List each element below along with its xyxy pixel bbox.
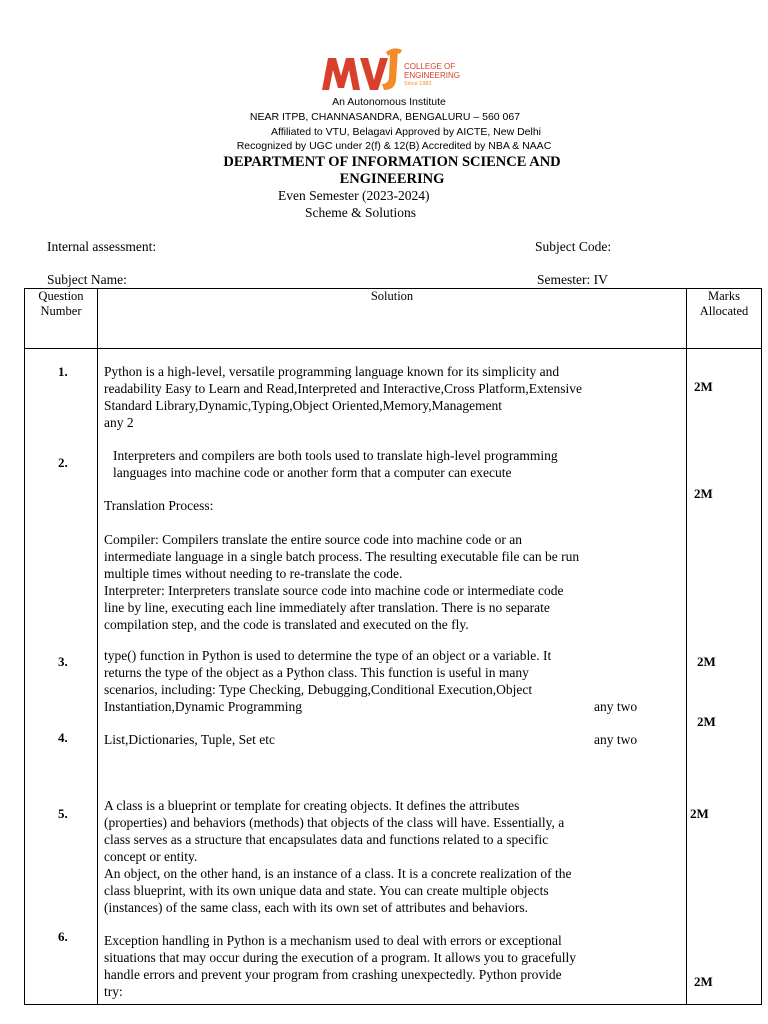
header-solution: Solution: [370, 289, 414, 303]
solution-2-line: Compiler: Compilers translate the entire source code into machine code or an: [104, 532, 522, 547]
solution-5-line: concept or entity.: [104, 849, 198, 864]
question-number-4: 4.: [58, 730, 68, 745]
solution-6-line: handle errors and prevent your program from crashing unexpectedly. Python provide: [104, 967, 562, 982]
solution-2-line: Interpreter: Interpreters translate source code into machine code or intermediate code: [104, 583, 564, 598]
marks-4: 2M: [697, 714, 716, 729]
solution-1-line: Python is a high-level, versatile programming language known for its simplicity and: [104, 364, 560, 379]
solution-3-line: type() function in Python is used to determine the type of an object or a variable. It: [104, 648, 552, 663]
solution-5-line: class serves as a structure that encapsulates data and functions related to a specific: [104, 832, 549, 847]
question-number-5: 5.: [58, 806, 68, 821]
solution-3-note: any two: [594, 699, 638, 714]
solution-5-line: An object, on the other hand, is an instance of a class. It is a concrete realization of the: [104, 866, 572, 881]
internal-assessment-label: Internal assessment:: [47, 239, 157, 254]
solution-6-line: Exception handling in Python is a mechanism used to deal with errors or exceptional: [104, 933, 562, 948]
solution-5-line: A class is a blueprint or template for creating objects. It defines the attributes: [104, 798, 520, 813]
solution-2-line: intermediate language in a single batch process. The resulting executable file can be run: [104, 549, 580, 564]
solution-2-intro: [113, 447, 673, 481]
solution-2-line: line by line, executing each line immediately after translation. There is no separate: [104, 600, 550, 615]
solution-2-line: Interpreters and compilers are both tools used to translate high-level programming: [113, 448, 558, 463]
header-marks-line2: Allocated: [699, 304, 749, 318]
solution-5-line: class blueprint, with its own unique data and state. You can create multiple objects: [104, 883, 549, 898]
semester-label: Semester: IV: [537, 272, 608, 287]
marks-2: 2M: [694, 486, 713, 501]
question-number-3: 3.: [58, 654, 68, 669]
solution-6: [104, 932, 664, 1000]
marks-1: 2M: [694, 379, 713, 394]
logo-college-line1: COLLEGE OF: [404, 62, 456, 71]
semester-heading: Even Semester (2023-2024): [278, 188, 430, 203]
solution-4-line: List,Dictionaries, Tuple, Set etc: [104, 732, 275, 747]
solution-3: [104, 647, 664, 715]
subject-name-label: Subject Name:: [47, 272, 127, 287]
solution-3-line: returns the type of the object as a Python class. This function is useful in many: [104, 665, 529, 680]
solution-2-heading: Translation Process:: [104, 498, 214, 513]
solution-2-detail: [104, 531, 664, 633]
question-number-2: 2.: [58, 455, 68, 470]
scheme-heading: Scheme & Solutions: [305, 205, 416, 220]
solution-1-line: Standard Library,Dynamic,Typing,Object Oriented,Memory,Management: [104, 398, 503, 413]
solution-1-line: readability Easy to Learn and Read,Interpreted and Interactive,Cross Platform,Extensive: [104, 381, 582, 396]
solution-3-line: Instantiation,Dynamic Programming: [104, 699, 302, 714]
marks-3: 2M: [697, 654, 716, 669]
solution-2-line: multiple times without needing to re-translate the code.: [104, 566, 403, 581]
solution-1-line: any 2: [104, 415, 134, 430]
header-recognition: Recognized by UGC under 2(f) & 12(B) Accredited by NBA & NAAC: [236, 140, 552, 152]
question-number-1: 1.: [58, 364, 68, 379]
header-question-number-line1: Question: [38, 289, 84, 303]
marks-5: 2M: [690, 806, 709, 821]
college-logo: [320, 46, 465, 94]
solution-2-line: languages into machine code or another form that a computer can execute: [113, 465, 512, 480]
header-marks-line1: Marks: [708, 289, 740, 303]
solution-3-line: scenarios, including: Type Checking, Debugging,Conditional Execution,Object: [104, 682, 533, 697]
solution-6-line: try:: [104, 984, 123, 999]
department-title-line1: DEPARTMENT OF INFORMATION SCIENCE AND: [223, 154, 561, 170]
logo-college-line2: ENGINEERING: [404, 71, 461, 80]
solution-4: [104, 731, 664, 748]
subject-code-label: Subject Code:: [535, 239, 612, 254]
header-autonomous: An Autonomous Institute: [332, 96, 446, 108]
department-title-line2: ENGINEERING: [339, 171, 445, 187]
marks-6: 2M: [694, 974, 713, 989]
solution-5-line: (instances) of the same class, each with its own set of attributes and behaviors.: [104, 900, 529, 915]
solution-5-line: (properties) and behaviors (methods) that objects of the class will have. Essentially, a: [104, 815, 565, 830]
header-question-number-line2: Number: [40, 304, 82, 318]
solution-4-note: any two: [594, 732, 638, 747]
header-affiliation: Affiliated to VTU, Belagavi Approved by AICTE, New Delhi: [270, 126, 542, 138]
logo-since: Since 1982: [404, 81, 432, 87]
solution-1: [104, 363, 664, 431]
solution-2-line: compilation step, and the code is translated and executed on the fly.: [104, 617, 469, 632]
header-address: NEAR ITPB, CHANNASANDRA, BENGALURU – 560 067: [249, 111, 521, 123]
question-number-6: 6.: [58, 929, 68, 944]
solution-5: [104, 797, 664, 916]
solution-6-line: situations that may occur during the execution of a program. It allows you to gracefully: [104, 950, 576, 965]
